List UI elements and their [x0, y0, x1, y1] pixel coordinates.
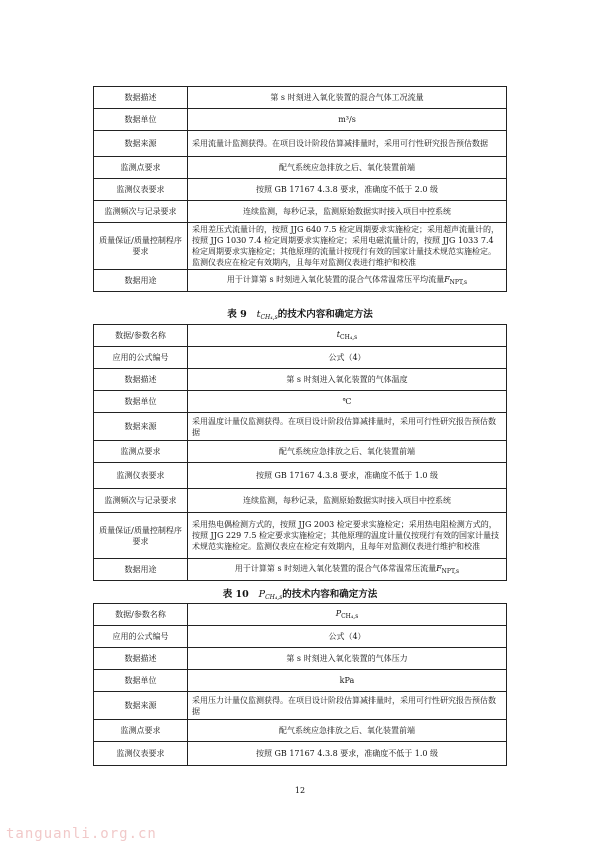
flow-symbol: F	[444, 274, 450, 284]
watermark: tanguanli.org.cn	[6, 826, 157, 842]
row-label: 数据描述	[94, 369, 188, 391]
row-label: 应用的公式编号	[94, 347, 188, 369]
caption-number: 表 10	[222, 589, 249, 600]
table-row	[94, 513, 507, 559]
param-subscript: CH₄,s	[340, 333, 358, 341]
row-label: 监测频次与记录要求	[94, 489, 188, 513]
table-row	[94, 347, 507, 369]
purpose-text: 用于计算第 s 时刻进入氧化装置的混合气体常温常压平均流量	[226, 274, 445, 284]
caption-variable: t	[256, 309, 261, 320]
flow-symbol: F	[436, 563, 442, 573]
row-label: 数据单位	[94, 670, 188, 692]
table10-caption	[0, 589, 600, 604]
table-row	[94, 131, 507, 157]
row-label: 监测点要求	[94, 720, 188, 742]
row-label: 数据描述	[94, 648, 188, 670]
row-label: 监测仪表要求	[94, 463, 188, 489]
row-value: 连续监测，每秒记录，监测原始数据实时接入项目中控系统	[188, 489, 507, 513]
table-row	[94, 157, 507, 179]
caption-subscript: CH₄,s	[265, 594, 283, 601]
flow-parameter-table	[93, 86, 507, 292]
table-row	[94, 441, 507, 463]
param-symbol: P	[335, 608, 342, 618]
row-value: 第 s 时刻进入氧化装置的气体压力	[188, 648, 507, 670]
row-label: 数据/参数名称	[94, 325, 188, 347]
table-row	[94, 223, 507, 270]
table-row	[94, 179, 507, 201]
table-row	[94, 391, 507, 413]
table-row	[94, 369, 507, 391]
row-label: 质量保证/质量控制程序要求	[94, 223, 188, 270]
table-row	[94, 489, 507, 513]
row-value: 配气系统应急排放之后、氧化装置前端	[188, 441, 507, 463]
row-value: m³/s	[188, 109, 507, 131]
row-value: 第 s 时刻进入氧化装置的气体温度	[188, 369, 507, 391]
table-row	[94, 670, 507, 692]
row-label: 数据单位	[94, 109, 188, 131]
row-value: 公式（4）	[188, 626, 507, 648]
row-value: 按照 GB 17167 4.3.8 要求，准确度不低于 1.0 级	[188, 742, 507, 766]
table-row	[94, 109, 507, 131]
row-value: 采用温度计量仪监测获得。在项目设计阶段估算减排量时，采用可行性研究报告预估数据	[188, 413, 507, 441]
row-value: 第 s 时刻进入氧化装置的混合气体工况流量	[188, 87, 507, 109]
table-row	[94, 626, 507, 648]
row-value: 按照 GB 17167 4.3.8 要求，准确度不低于 2.0 级	[188, 179, 507, 201]
row-label: 数据用途	[94, 559, 188, 581]
table-row	[94, 270, 507, 292]
row-value: 配气系统应急排放之后、氧化装置前端	[188, 157, 507, 179]
row-label: 数据用途	[94, 270, 188, 292]
table-row	[94, 463, 507, 489]
row-label: 监测点要求	[94, 157, 188, 179]
row-label: 质量保证/质量控制程序要求	[94, 513, 188, 559]
flow-symbol-subscript: NPT,s	[449, 278, 468, 286]
table10	[93, 603, 507, 766]
caption-variable: P	[258, 589, 266, 600]
param-subscript: CH₄,s	[341, 612, 359, 620]
row-label: 监测仪表要求	[94, 179, 188, 201]
param-symbol: t	[336, 329, 340, 339]
row-value	[188, 325, 507, 347]
row-label: 监测频次与记录要求	[94, 201, 188, 223]
row-value	[188, 270, 507, 292]
table9	[93, 324, 507, 581]
caption-text: 的技术内容和确定方法	[277, 309, 373, 320]
row-value: 配气系统应急排放之后、氧化装置前端	[188, 720, 507, 742]
caption-subscript: CH₄,s	[260, 314, 278, 321]
row-label: 监测点要求	[94, 441, 188, 463]
row-value: 连续监测，每秒记录，监测原始数据实时接入项目中控系统	[188, 201, 507, 223]
row-label: 数据来源	[94, 692, 188, 720]
row-label: 数据单位	[94, 391, 188, 413]
row-value	[188, 559, 507, 581]
row-value: 按照 GB 17167 4.3.8 要求，准确度不低于 1.0 级	[188, 463, 507, 489]
caption-text: 的技术内容和确定方法	[282, 589, 378, 600]
table-row	[94, 720, 507, 742]
table-row	[94, 413, 507, 441]
row-value: ℃	[188, 391, 507, 413]
row-value: 采用差压式流量计的，按照 JJG 640 7.5 检定周期要求实施检定；采用超声流量计的，按照 JJG 1030 7.4 检定周期要求实施检定；采用电磁流量计的，按照 JJG 1033 7.4 检定周期要求实施检定；其他原理的流量计按现行有效的国家计量技术规范实施检定。监测仪表应在检定有效期内，且每年对监测仪表进行维护和校准	[188, 223, 507, 270]
row-value: kPa	[188, 670, 507, 692]
table-row	[94, 325, 507, 347]
table-row	[94, 742, 507, 766]
row-label: 数据/参数名称	[94, 604, 188, 626]
table-row	[94, 201, 507, 223]
row-value: 采用压力计量仪监测获得。在项目设计阶段估算减排量时，采用可行性研究报告预估数据	[188, 692, 507, 720]
row-label: 监测仪表要求	[94, 742, 188, 766]
row-label: 应用的公式编号	[94, 626, 188, 648]
flow-symbol-subscript: NPT,s	[441, 567, 460, 575]
row-label: 数据来源	[94, 413, 188, 441]
row-value: 采用热电偶检测方式的，按照 JJG 2003 检定要求实施检定；采用热电阻检测方式的，按照 JJG 229 7.5 检定要求实施检定；其他原理的温度计量仪按现行有效的国家计量技术规范实施检定。监测仪表应在检定有效期内，且每年对监测仪表进行维护和校准	[188, 513, 507, 559]
caption-number: 表 9	[227, 309, 247, 320]
row-value	[188, 604, 507, 626]
row-label: 数据来源	[94, 131, 188, 157]
table9-caption	[0, 309, 600, 324]
table-row	[94, 87, 507, 109]
row-value: 公式（4）	[188, 347, 507, 369]
page-number: 12	[294, 786, 306, 795]
table-row	[94, 604, 507, 626]
row-value: 采用流量计监测获得。在项目设计阶段估算减排量时，采用可行性研究报告预估数据	[188, 131, 507, 157]
table-row	[94, 692, 507, 720]
row-label: 数据描述	[94, 87, 188, 109]
purpose-text: 用于计算第 s 时刻进入氧化装置的混合气体常温常压流量	[234, 563, 437, 573]
table-row	[94, 559, 507, 581]
table-row	[94, 648, 507, 670]
